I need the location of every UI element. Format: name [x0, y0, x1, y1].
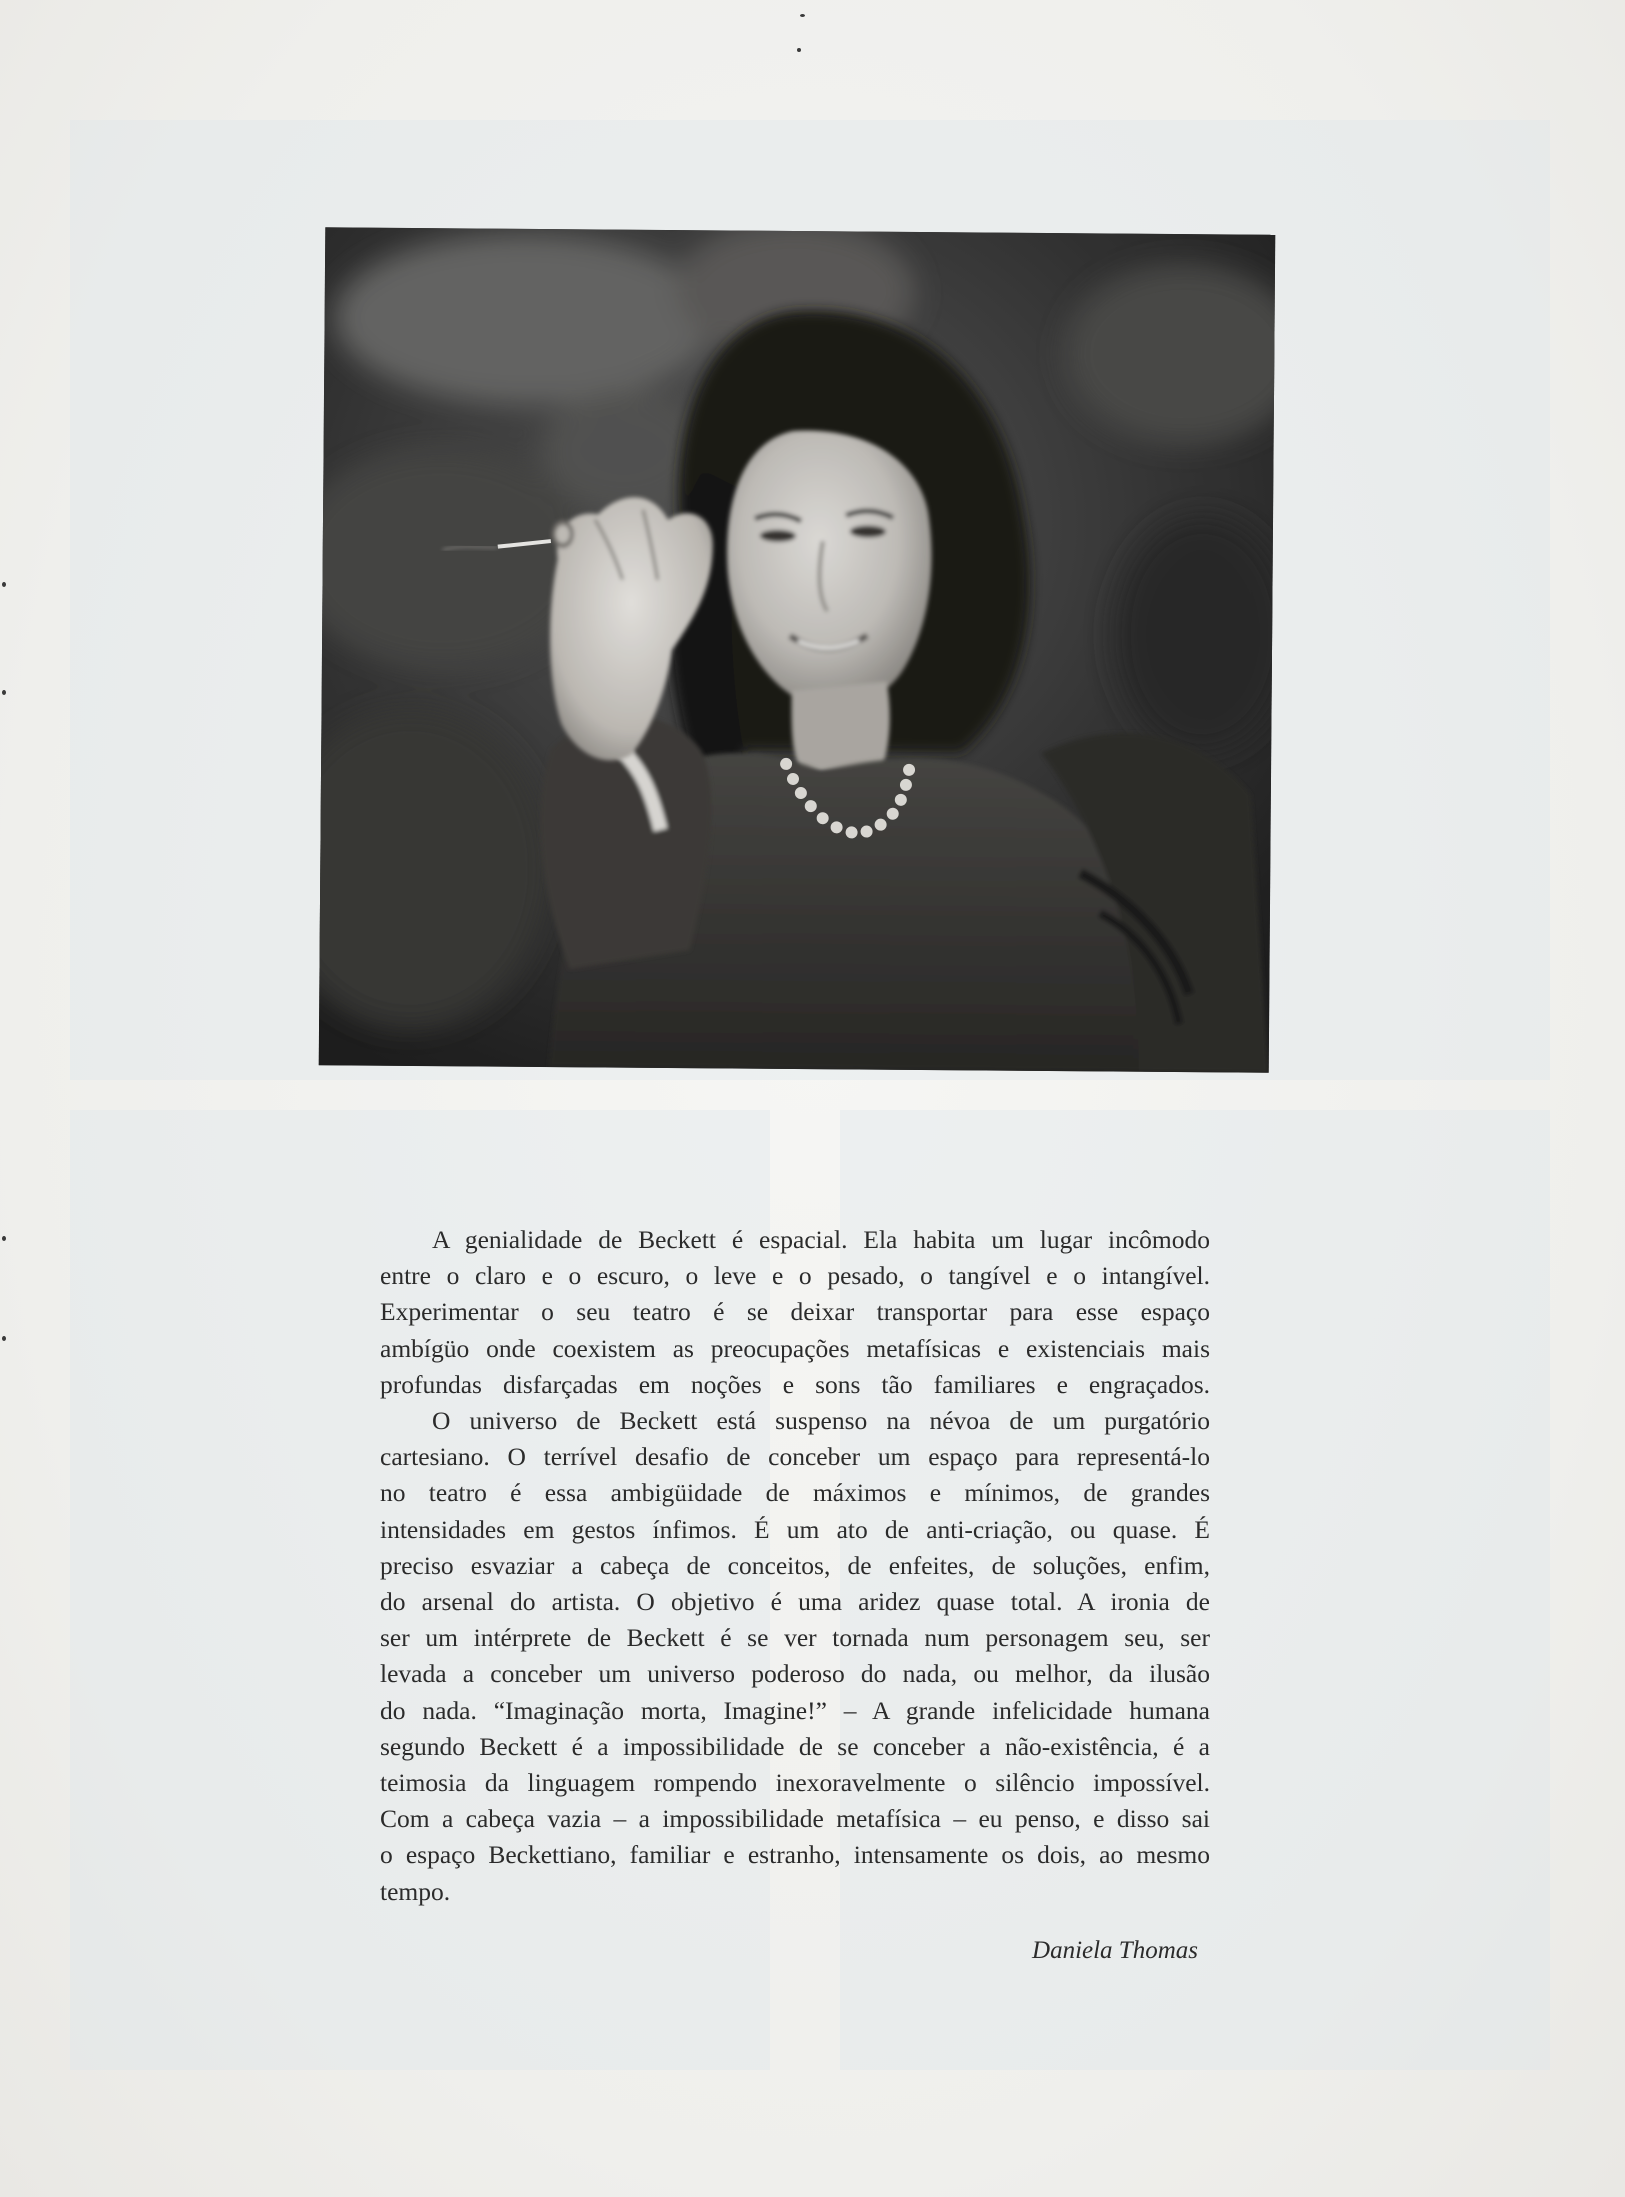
article-body: [380, 1222, 1210, 1910]
article-line: no teatro é essa ambigüidade de máximos e mínimos, de grandes: [380, 1478, 1210, 1508]
article-line: cartesiano. O terrível desafio de conceber um espaço para representá-lo: [380, 1442, 1210, 1472]
portrait-photo-image: [319, 227, 1276, 1072]
article-line: ser um intérprete de Beckett é se ver tornada num personagem seu, ser: [380, 1623, 1210, 1653]
portrait-photo: [319, 227, 1276, 1072]
paper-speck: [2, 690, 6, 695]
article-line: entre o claro e o escuro, o leve e o pesado, o tangível e o intangível.: [380, 1261, 1210, 1291]
article-line: do nada. “Imaginação morta, Imagine!” – A grande infelicidade humana: [380, 1695, 1210, 1725]
article-line: o espaço Beckettiano, familiar e estranho, intensamente os dois, ao mesmo: [380, 1840, 1210, 1870]
article-line: teimosia da linguagem rompendo inexoravelmente o silêncio impossível.: [380, 1768, 1210, 1798]
article-line: profundas disfarçadas em noções e sons tão familiares e engraçados.: [380, 1369, 1210, 1399]
article-line: levada a conceber um universo poderoso do nada, ou melhor, da ilusão: [380, 1659, 1210, 1689]
article-line: ambígüo onde coexistem as preocupações metafísicas e existenciais mais: [380, 1333, 1210, 1363]
article-line: tempo.: [380, 1876, 451, 1906]
paper-speck: [2, 1336, 6, 1341]
article-line: Com a cabeça vazia – a impossibilidade metafísica – eu penso, e disso sai: [380, 1804, 1210, 1834]
article-line: intensidades em gestos ínfimos. É um ato de anti-criação, ou quase. É: [380, 1514, 1210, 1544]
article-line: Experimentar o seu teatro é se deixar transportar para esse espaço: [380, 1297, 1210, 1327]
paper-speck: [2, 582, 6, 587]
paper-speck: [800, 14, 805, 17]
article-line: do arsenal do artista. O objetivo é uma aridez quase total. A ironia de: [380, 1587, 1210, 1617]
article-line: segundo Beckett é a impossibilidade de se conceber a não-existência, é a: [380, 1731, 1210, 1761]
article-line: A genialidade de Beckett é espacial. Ela habita um lugar incômodo: [432, 1225, 1210, 1254]
paper-speck: [2, 1236, 6, 1241]
article-line: preciso esvaziar a cabeça de conceitos, de enfeites, de soluções, enfim,: [380, 1550, 1210, 1580]
article-line: O universo de Beckett está suspenso na névoa de um purgatório: [432, 1406, 1210, 1436]
paper-speck: [797, 48, 801, 52]
author-signature: Daniela Thomas: [1032, 1937, 1198, 1964]
